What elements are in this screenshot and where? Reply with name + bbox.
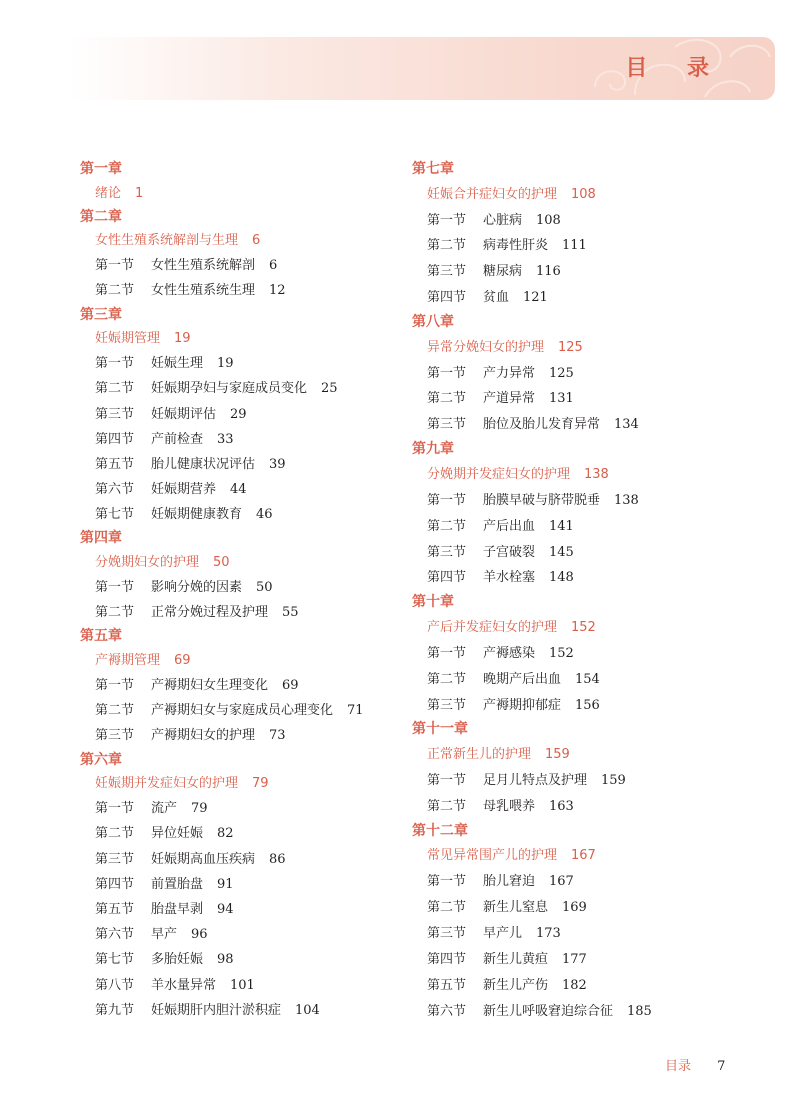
section-page-number: 167 — [549, 874, 574, 890]
section-number: 第六节 — [95, 482, 135, 498]
section-title: 早产儿 — [483, 926, 523, 942]
section-title: 早产 — [151, 927, 178, 943]
section-number: 第一节 — [427, 645, 467, 661]
section-page-number: 134 — [614, 417, 639, 433]
chapter-title-text: 产褥期管理 — [95, 653, 161, 669]
section-entry[interactable] — [412, 361, 752, 387]
section-title: 胎儿窘迫 — [483, 874, 536, 890]
section-page-number: 154 — [575, 671, 600, 687]
section-page-number: 125 — [549, 365, 574, 381]
section-title: 产褥期妇女的护理 — [151, 728, 256, 744]
section-number: 第三节 — [427, 544, 467, 560]
section-page-number: 73 — [269, 728, 286, 744]
section-entry[interactable] — [412, 693, 752, 719]
section-number: 第二节 — [95, 605, 135, 621]
section-number: 第三节 — [95, 851, 135, 867]
section-number: 第五节 — [95, 901, 135, 917]
section-page-number: 82 — [217, 826, 234, 842]
section-page-number: 44 — [230, 482, 247, 498]
section-page-number: 46 — [256, 507, 273, 523]
chapter-heading: 第十一章 — [412, 721, 468, 738]
section-page-number: 104 — [295, 1002, 320, 1018]
section-title: 糖尿病 — [483, 264, 523, 280]
chapter-page-number: 167 — [571, 848, 596, 864]
footer-label: 目录 — [665, 1059, 692, 1074]
chapter-heading: 第六章 — [80, 751, 122, 768]
section-page-number: 173 — [536, 926, 561, 942]
section-page-number: 152 — [549, 645, 574, 661]
section-number: 第二节 — [95, 381, 135, 397]
chapter-title-text: 产后并发症妇女的护理 — [427, 619, 558, 635]
chapter-title-link[interactable] — [80, 550, 400, 575]
section-page-number: 96 — [191, 927, 208, 943]
section-title: 心脏病 — [483, 212, 523, 228]
section-title: 正常分娩过程及护理 — [151, 605, 269, 621]
section-number: 第一节 — [95, 580, 135, 596]
chapter-page-number: 108 — [571, 186, 596, 202]
section-title: 异位妊娠 — [151, 826, 204, 842]
section-page-number: 39 — [269, 456, 286, 472]
section-number: 第三节 — [427, 264, 467, 280]
section-entry[interactable] — [80, 376, 400, 401]
section-number: 第四节 — [427, 951, 467, 967]
section-page-number: 91 — [217, 876, 234, 892]
section-entry[interactable] — [412, 667, 752, 693]
chapter-title-text: 分娩期妇女的护理 — [95, 555, 200, 571]
section-page-number: 29 — [230, 406, 247, 422]
section-entry[interactable] — [80, 698, 400, 723]
section-number: 第二节 — [95, 826, 135, 842]
section-number: 第六节 — [95, 927, 135, 943]
section-entry[interactable] — [412, 208, 752, 234]
section-entry[interactable] — [80, 872, 400, 897]
section-entry[interactable] — [80, 796, 400, 821]
section-page-number: 169 — [562, 900, 587, 916]
footer-page-number: 7 — [717, 1059, 726, 1074]
section-title: 产道异常 — [483, 391, 536, 407]
section-title: 产褥期妇女生理变化 — [151, 678, 269, 694]
section-title: 妊娠期营养 — [151, 482, 217, 498]
section-page-number: 131 — [549, 391, 574, 407]
section-number: 第八节 — [95, 977, 135, 993]
chapter-title-link[interactable] — [412, 462, 752, 488]
section-title: 影响分娩的因素 — [151, 580, 243, 596]
section-page-number: 138 — [614, 492, 639, 508]
section-number: 第一节 — [427, 212, 467, 228]
section-number: 第五节 — [427, 977, 467, 993]
section-entry[interactable] — [412, 768, 752, 794]
chapter-title-text: 妊娠合并症妇女的护理 — [427, 186, 558, 202]
section-page-number: 55 — [282, 605, 299, 621]
section-number: 第二节 — [427, 518, 467, 534]
chapter-heading: 第一章 — [80, 161, 122, 177]
section-title: 产褥感染 — [483, 645, 536, 661]
section-number: 第一节 — [95, 678, 135, 694]
section-title: 晚期产后出血 — [483, 671, 562, 687]
section-title: 妊娠期评估 — [151, 406, 217, 422]
section-page-number: 159 — [601, 772, 626, 788]
section-entry[interactable] — [412, 999, 752, 1025]
chapter-title-link[interactable] — [412, 182, 752, 208]
chapter-page-number: 1 — [135, 185, 144, 201]
section-title: 前置胎盘 — [151, 876, 204, 892]
section-page-number: 25 — [321, 381, 338, 397]
chapter-heading: 第八章 — [412, 314, 454, 331]
section-page-number: 71 — [347, 703, 364, 719]
section-entry[interactable] — [80, 427, 400, 452]
section-entry[interactable] — [412, 412, 752, 438]
section-number: 第一节 — [95, 801, 135, 817]
section-title: 胎膜早破与脐带脱垂 — [483, 492, 601, 508]
chapter-title-link[interactable] — [80, 181, 400, 206]
chapter-page-number: 138 — [584, 466, 609, 482]
section-page-number: 50 — [256, 580, 273, 596]
section-entry[interactable] — [412, 895, 752, 921]
chapter-page-number: 79 — [252, 776, 269, 792]
section-entry[interactable] — [80, 922, 400, 947]
chapter-page-number: 152 — [571, 619, 596, 635]
section-page-number: 121 — [523, 290, 548, 306]
section-entry[interactable] — [412, 514, 752, 540]
section-number: 第一节 — [427, 772, 467, 788]
section-number: 第二节 — [427, 900, 467, 916]
chapter-heading: 第十二章 — [412, 822, 468, 839]
section-number: 第一节 — [95, 356, 135, 372]
section-title: 妊娠期肝内胆汁淤积症 — [151, 1002, 282, 1018]
section-title: 羊水量异常 — [151, 977, 217, 993]
section-title: 产前检查 — [151, 431, 204, 447]
chapter-heading: 第七章 — [412, 161, 454, 177]
section-title: 病毒性肝炎 — [483, 238, 549, 254]
section-number: 第九节 — [95, 1002, 135, 1018]
section-number: 第三节 — [95, 728, 135, 744]
section-entry[interactable] — [80, 351, 400, 376]
chapter-title-text: 妊娠期并发症妇女的护理 — [95, 776, 239, 792]
section-entry[interactable] — [80, 502, 400, 527]
chapter-title-text: 正常新生儿的护理 — [427, 746, 532, 762]
section-entry[interactable] — [80, 477, 400, 502]
section-title: 胎盘早剥 — [151, 901, 204, 917]
section-title: 女性生殖系统生理 — [151, 283, 256, 299]
section-page-number: 33 — [217, 431, 234, 447]
section-entry[interactable] — [412, 794, 752, 820]
section-entry[interactable] — [80, 253, 400, 278]
section-entry[interactable] — [80, 723, 400, 748]
section-number: 第一节 — [427, 492, 467, 508]
toc-left-column — [80, 158, 400, 1023]
section-page-number: 6 — [269, 258, 278, 274]
section-title: 新生儿产伤 — [483, 977, 549, 993]
section-entry[interactable] — [80, 452, 400, 477]
section-number: 第二节 — [427, 798, 467, 814]
chapter-heading: 第五章 — [80, 628, 122, 645]
section-number: 第二节 — [427, 238, 467, 254]
section-title: 产力异常 — [483, 365, 536, 381]
section-number: 第四节 — [427, 290, 467, 306]
chapter-heading: 第二章 — [80, 208, 122, 225]
section-title: 妊娠期健康教育 — [151, 507, 243, 523]
section-page-number: 182 — [562, 977, 587, 993]
section-title: 母乳喂养 — [483, 798, 536, 814]
section-number: 第二节 — [427, 671, 467, 687]
section-page-number: 79 — [191, 801, 208, 817]
section-entry[interactable] — [412, 641, 752, 667]
section-number: 第一节 — [427, 365, 467, 381]
section-page-number: 86 — [269, 851, 286, 867]
section-entry[interactable] — [412, 565, 752, 591]
section-number: 第三节 — [95, 406, 135, 422]
section-page-number: 116 — [536, 264, 561, 280]
section-entry[interactable] — [80, 947, 400, 972]
section-title: 产后出血 — [483, 518, 536, 534]
chapter-title-text: 常见异常围产儿的护理 — [427, 848, 558, 864]
section-page-number: 19 — [217, 356, 234, 372]
section-number: 第六节 — [427, 1003, 467, 1019]
section-title: 胎位及胎儿发育异常 — [483, 417, 601, 433]
section-page-number: 177 — [562, 951, 587, 967]
chapter-title-link[interactable] — [80, 771, 400, 796]
section-entry[interactable] — [80, 402, 400, 427]
section-title: 胎儿健康状况评估 — [151, 456, 256, 472]
section-number: 第一节 — [427, 874, 467, 890]
section-entry[interactable] — [80, 575, 400, 600]
chapter-title-link[interactable] — [80, 228, 400, 253]
section-page-number: 185 — [627, 1003, 652, 1019]
section-entry[interactable] — [412, 285, 752, 311]
section-entry[interactable] — [412, 973, 752, 999]
chapter-page-number: 69 — [174, 653, 191, 669]
chapter-title-link[interactable] — [412, 335, 752, 361]
section-number: 第三节 — [427, 697, 467, 713]
section-page-number: 69 — [282, 678, 299, 694]
chapter-title-link[interactable] — [80, 648, 400, 673]
section-entry[interactable] — [412, 869, 752, 895]
section-title: 女性生殖系统解剖 — [151, 258, 256, 274]
section-title: 新生儿黄疸 — [483, 951, 549, 967]
chapter-heading: 第三章 — [80, 306, 122, 323]
section-title: 流产 — [151, 801, 178, 817]
header-band — [70, 37, 775, 100]
section-entry[interactable] — [80, 897, 400, 922]
section-entry[interactable] — [80, 600, 400, 625]
chapter-title-text: 分娩期并发症妇女的护理 — [427, 466, 571, 482]
section-number: 第四节 — [95, 876, 135, 892]
section-number: 第二节 — [95, 283, 135, 299]
section-page-number: 108 — [536, 212, 561, 228]
section-number: 第二节 — [95, 703, 135, 719]
page-title: 目 录 — [625, 56, 725, 81]
chapter-page-number: 159 — [545, 746, 570, 762]
chapter-title-link[interactable] — [412, 843, 752, 869]
chapter-heading: 第九章 — [412, 441, 454, 458]
section-page-number: 163 — [549, 798, 574, 814]
section-entry[interactable] — [80, 673, 400, 698]
section-number: 第三节 — [427, 417, 467, 433]
section-title: 妊娠期孕妇与家庭成员变化 — [151, 381, 308, 397]
section-title: 羊水栓塞 — [483, 570, 536, 586]
section-number: 第七节 — [95, 952, 135, 968]
section-number: 第五节 — [95, 456, 135, 472]
chapter-page-number: 125 — [558, 339, 583, 355]
chapter-title-text: 绪论 — [95, 185, 122, 201]
section-number: 第四节 — [95, 431, 135, 447]
section-page-number: 148 — [549, 570, 574, 586]
section-entry[interactable] — [80, 278, 400, 303]
chapter-page-number: 6 — [252, 233, 261, 249]
toc-right-column — [412, 158, 752, 1025]
section-entry[interactable] — [412, 386, 752, 412]
section-entry[interactable] — [80, 821, 400, 846]
section-page-number: 101 — [230, 977, 255, 993]
section-entry[interactable] — [412, 947, 752, 973]
chapter-title-text: 妊娠期管理 — [95, 331, 161, 347]
section-page-number: 98 — [217, 952, 234, 968]
section-title: 妊娠生理 — [151, 356, 204, 372]
chapter-page-number: 19 — [174, 331, 191, 347]
section-page-number: 156 — [575, 697, 600, 713]
section-entry[interactable] — [412, 233, 752, 259]
section-number: 第二节 — [427, 391, 467, 407]
chapter-page-number: 50 — [213, 555, 230, 571]
section-title: 足月儿特点及护理 — [483, 772, 588, 788]
section-page-number: 12 — [269, 283, 286, 299]
chapter-title-link[interactable] — [412, 742, 752, 768]
section-title: 贫血 — [483, 290, 510, 306]
section-title: 产褥期妇女与家庭成员心理变化 — [151, 703, 334, 719]
section-number: 第一节 — [95, 258, 135, 274]
section-number: 第四节 — [427, 570, 467, 586]
chapter-title-link[interactable] — [412, 615, 752, 641]
section-title: 产褥期抑郁症 — [483, 697, 562, 713]
section-entry[interactable] — [80, 847, 400, 872]
section-number: 第七节 — [95, 507, 135, 523]
chapter-heading: 第四章 — [80, 530, 122, 547]
section-title: 妊娠期高血压疾病 — [151, 851, 256, 867]
page-footer — [665, 1055, 725, 1074]
section-page-number: 94 — [217, 901, 234, 917]
section-number: 第三节 — [427, 926, 467, 942]
chapter-title-text: 异常分娩妇女的护理 — [427, 339, 545, 355]
section-entry[interactable] — [80, 998, 400, 1023]
section-entry[interactable] — [412, 488, 752, 514]
chapter-heading: 第十章 — [412, 594, 454, 611]
section-title: 子宫破裂 — [483, 544, 536, 560]
section-entry[interactable] — [412, 540, 752, 566]
chapter-title-link[interactable] — [80, 326, 400, 351]
section-entry[interactable] — [412, 259, 752, 285]
section-entry[interactable] — [80, 973, 400, 998]
section-title: 新生儿窒息 — [483, 900, 549, 916]
section-title: 新生儿呼吸窘迫综合征 — [483, 1003, 614, 1019]
section-entry[interactable] — [412, 921, 752, 947]
chapter-title-text: 女性生殖系统解剖与生理 — [95, 233, 239, 249]
section-page-number: 141 — [549, 518, 574, 534]
section-page-number: 111 — [562, 238, 587, 254]
section-page-number: 145 — [549, 544, 574, 560]
section-title: 多胎妊娠 — [151, 952, 204, 968]
